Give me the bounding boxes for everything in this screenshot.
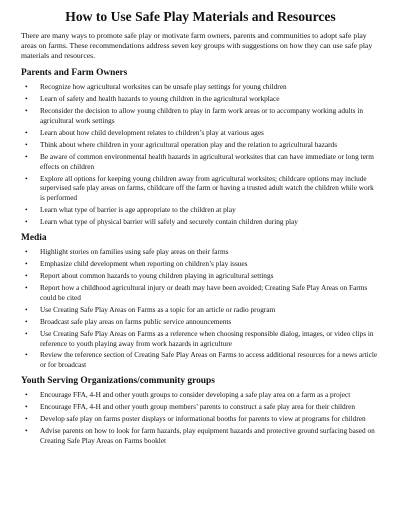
list-item: • Review the reference section of Creating Safe Play Areas on Farms to access additional resources for a news article or for broadcast — [25, 350, 378, 370]
list-item: • Use Creating Safe Play Areas on Farms as a topic for an article or radio program — [25, 304, 276, 314]
list-item: • Develop safe play on farms poster displays or informational booths for parents to view at programs for children — [25, 414, 366, 423]
bullet-icon: • — [25, 247, 28, 257]
bullet-icon: • — [25, 304, 28, 314]
bullet-icon: • — [25, 283, 28, 292]
bullet-icon: • — [25, 93, 28, 103]
list-item: • Report how a childhood agricultural injury or death may have been avoided; Creating Safe Play Areas on Farms could be cited — [25, 283, 368, 302]
section-parents-farm-owners — [21, 68, 380, 227]
bullet-icon: • — [25, 127, 28, 137]
bullet-icon: • — [25, 328, 28, 338]
bullet-list — [21, 247, 380, 370]
bullet-icon: • — [25, 425, 28, 435]
section-heading: Youth Serving Organizations/community groups — [21, 376, 215, 387]
list-item: • Learn what type of physical barrier will safely and securely contain children during play — [25, 217, 298, 227]
bullet-icon: • — [25, 271, 28, 281]
list-item: • Use Creating Safe Play Areas on Farms as a reference when choosing responsible dialog, images, or video clips in reference to youth playing away from work hazards in agriculture — [25, 328, 374, 348]
intro-paragraph: There are many ways to promote safe play or motivate farm owners, parents and communities to adopt safe play areas on farms. These recommendations address seven key groups with suggestions on how they can use safe play materials and resources. — [21, 31, 373, 60]
list-item: • Highlight stories on families using safe play areas on their farms — [25, 247, 229, 257]
list-item: • Reconsider the decision to allow young children to play in farm work areas or to accompany working adults in agricultural work settings — [25, 105, 364, 125]
list-item: • Be aware of common environmental health hazards in agricultural worksites that can have immediate or long term effects on children — [25, 151, 374, 171]
bullet-icon: • — [25, 205, 28, 215]
list-item: • Encourage FFA, 4-H and other youth group members’ parents to construct a safe play area for their children — [25, 402, 356, 412]
bullet-icon: • — [25, 81, 28, 91]
section-youth-organizations — [21, 376, 380, 446]
section-heading: Parents and Farm Owners — [21, 67, 128, 78]
section-media — [21, 233, 380, 370]
bullet-icon: • — [25, 259, 28, 269]
bullet-icon: • — [25, 402, 28, 412]
section-heading: Media — [21, 233, 47, 244]
bullet-icon: • — [25, 350, 28, 360]
list-item: • Learn about how child development relates to children’s play at various ages — [25, 127, 264, 137]
bullet-icon: • — [25, 105, 28, 115]
list-item: • Advise parents on how to look for farm hazards, play equipment hazards and protective ground surfacing based on Creating Safe Play Areas on Farms booklet — [25, 425, 375, 445]
bullet-icon: • — [25, 173, 28, 183]
page-title: How to Use Safe Play Materials and Resources — [65, 9, 336, 24]
bullet-list — [21, 82, 380, 227]
list-item: • Explore all options for keeping young children away from agricultural worksites; childcare options may include supervised safe play areas on farms, childcare off the farm or having a trusted adult watch the children while work is performed — [25, 173, 374, 203]
list-item: • Broadcast safe play areas on farms public service announcements — [25, 316, 232, 326]
list-item: • Recognize how agricultural worksites can be unsafe play settings for young children — [25, 81, 287, 91]
bullet-list — [21, 390, 380, 446]
bullet-icon: • — [25, 217, 28, 227]
bullet-icon: • — [25, 414, 28, 423]
list-item: • Learn what type of barrier is age appropriate to the children at play — [25, 205, 236, 215]
list-item: • Learn of safety and health hazards to young children in the agricultural workplace — [25, 93, 280, 103]
list-item: • Report about common hazards to young children playing in agricultural settings — [25, 271, 274, 281]
bullet-icon: • — [25, 139, 28, 149]
bullet-icon: • — [25, 151, 28, 161]
list-item: • Emphasize child development when reporting on children’s play issues — [25, 259, 248, 269]
bullet-icon: • — [25, 316, 28, 326]
list-item: • Encourage FFA, 4-H and other youth groups to consider developing a safe play area on a farm as a project — [25, 390, 351, 400]
bullet-icon: • — [25, 390, 28, 400]
list-item: • Think about where children in your agricultural operation play and the relation to agricultural hazards — [25, 139, 338, 149]
